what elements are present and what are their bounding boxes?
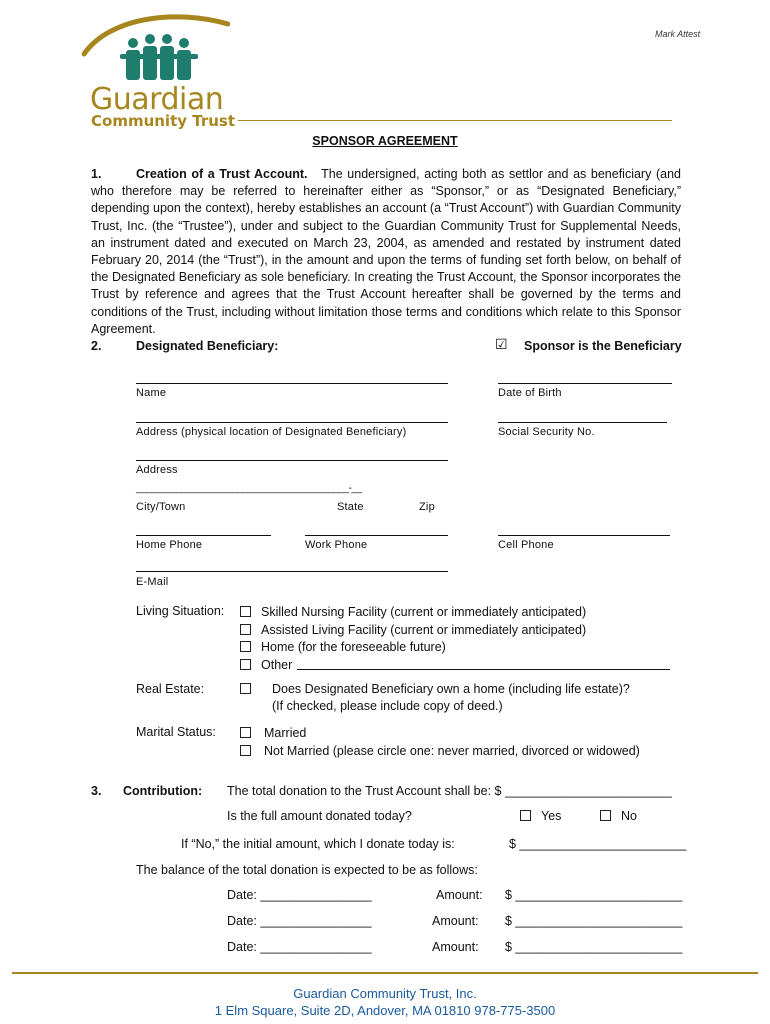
- logo: [80, 12, 240, 130]
- checkbox[interactable]: [240, 745, 251, 756]
- if-no-text: If “No,” the initial amount, which I donate today is:: [181, 837, 455, 851]
- cell-phone-label: Cell Phone: [498, 539, 554, 551]
- yes-label: Yes: [541, 809, 562, 823]
- living-option-label: Other: [261, 657, 293, 672]
- section-3-number: 3.: [91, 784, 102, 798]
- ssn-line[interactable]: [498, 422, 667, 423]
- footer-company: Guardian Community Trust, Inc.: [293, 986, 477, 1001]
- other-line[interactable]: [297, 669, 670, 670]
- work-phone-label: Work Phone: [305, 539, 368, 551]
- schedule-amount[interactable]: $ ________________________: [505, 940, 683, 954]
- schedule-date[interactable]: Date: ________________: [227, 940, 372, 954]
- living-option-other[interactable]: [240, 657, 586, 675]
- schedule-date[interactable]: Date: ________________: [227, 914, 372, 928]
- footer-address: 1 Elm Square, Suite 2D, Andover, MA 01810 978-775-3500: [214, 1003, 556, 1018]
- section-2-number: 2.: [91, 339, 102, 353]
- checkbox[interactable]: [240, 624, 251, 635]
- email-label: E-Mail: [136, 576, 169, 588]
- name-label: Name: [136, 387, 167, 399]
- living-option-home[interactable]: [240, 639, 586, 657]
- schedule-amount[interactable]: $ ________________________: [505, 888, 683, 902]
- schedule-amount-label: Amount:: [432, 940, 479, 954]
- real-estate-note: (If checked, please include copy of deed.): [272, 699, 503, 713]
- logo-subtitle: Community Trust: [91, 112, 236, 130]
- page-title: SPONSOR AGREEMENT: [312, 134, 458, 148]
- state-label: State: [337, 501, 364, 513]
- address-label: Address: [136, 464, 178, 476]
- real-estate-label: Real Estate:: [136, 682, 205, 696]
- marital-options: [240, 725, 640, 760]
- cell-phone-line[interactable]: [498, 535, 670, 536]
- real-estate-checkbox[interactable]: [240, 682, 261, 696]
- dob-line[interactable]: [498, 383, 672, 384]
- total-donation-text[interactable]: The total donation to the Trust Account shall be: $ ________________________: [227, 784, 672, 798]
- sponsor-beneficiary-label: Sponsor is the Beneficiary: [524, 339, 682, 353]
- checkbox[interactable]: [240, 727, 251, 738]
- address-physical-line[interactable]: [136, 422, 448, 423]
- ssn-label: Social Security No.: [498, 426, 595, 438]
- schedule-amount[interactable]: $ ________________________: [505, 914, 683, 928]
- checkbox[interactable]: [520, 810, 531, 821]
- work-phone-line[interactable]: [305, 535, 448, 536]
- address-physical-label: Address (physical location of Designated Beneficiary): [136, 426, 407, 438]
- city-line[interactable]: __________________________________________-__: [136, 483, 362, 494]
- zip-label: Zip: [419, 501, 435, 513]
- full-amount-question: Is the full amount donated today?: [227, 809, 412, 823]
- schedule-amount-label: Amount:: [432, 914, 479, 928]
- living-situation-label: Living Situation:: [136, 604, 225, 618]
- section-1-heading: Creation of a Trust Account.: [136, 167, 308, 181]
- living-option-assisted[interactable]: [240, 622, 586, 640]
- no-option[interactable]: [600, 809, 637, 823]
- sponsor-beneficiary-checkbox[interactable]: ☑: [495, 336, 508, 352]
- header-rule: [238, 120, 672, 121]
- home-phone-line[interactable]: [136, 535, 271, 536]
- marital-option-married[interactable]: [240, 725, 640, 743]
- address-line[interactable]: [136, 460, 448, 461]
- checkbox[interactable]: [240, 606, 251, 617]
- living-option-label: Home (for the foreseeable future): [261, 640, 446, 654]
- name-line[interactable]: [136, 383, 448, 384]
- logo-title: Guardian: [90, 82, 224, 117]
- living-option-label: Skilled Nursing Facility (current or immediately anticipated): [261, 605, 587, 619]
- marital-status-label: Marital Status:: [136, 725, 216, 739]
- dob-label: Date of Birth: [498, 387, 562, 399]
- living-option-skilled[interactable]: [240, 604, 586, 622]
- checkbox[interactable]: [240, 641, 251, 652]
- home-phone-label: Home Phone: [136, 539, 203, 551]
- no-label: No: [621, 809, 637, 823]
- section-1-text: The undersigned, acting both as settlor and as beneficiary (and who therefore may be referred to hereinafter either as “Sponsor,” or as “Designated Beneficiary,” depending upon the context), hereby establishes an account (a “Trust Account”) with Guardian Community Trust, Inc. (the “Trustee”), under and subject to the Guardian Community Trust for Supplemental Needs, an instrument dated and executed on March 23, 2004, as amended and restated by instrument dated February 20, 2014 (the “Trust”), in the amount and upon the terms of funding set forth below, on behalf of the Designated Beneficiary as sole beneficiary. In creating the Trust Account, the Sponsor incorporates the Trust by reference and agrees that the Trust Account hereafter shall be governed by the terms and conditions of the Trust, including without limitation those terms and conditions which relate to this Sponsor Agreement.: [91, 167, 681, 336]
- balance-text: The balance of the total donation is expected to be as follows:: [136, 863, 478, 877]
- footer-rule: [12, 972, 758, 974]
- section-3-heading: Contribution:: [123, 784, 203, 798]
- email-line[interactable]: [136, 571, 448, 572]
- section-2-heading: Designated Beneficiary:: [136, 339, 279, 353]
- schedule-date[interactable]: Date: ________________: [227, 888, 372, 902]
- mark-attest-note: Mark Attest: [655, 29, 701, 39]
- marital-option-label: Not Married (please circle one: never married, divorced or widowed): [264, 743, 640, 758]
- checkbox[interactable]: [240, 659, 251, 670]
- logo-people-icon: [80, 12, 230, 92]
- checkbox[interactable]: [600, 810, 611, 821]
- city-label: City/Town: [136, 501, 186, 513]
- marital-option-not-married[interactable]: [240, 743, 640, 761]
- section-1: [91, 166, 681, 338]
- schedule-amount-label: Amount:: [436, 888, 483, 902]
- yes-option[interactable]: [520, 809, 561, 823]
- living-situation-options: [240, 604, 586, 674]
- if-no-amount[interactable]: $ ________________________: [509, 837, 687, 851]
- living-option-label: Assisted Living Facility (current or immediately anticipated): [261, 622, 587, 637]
- real-estate-question: Does Designated Beneficiary own a home (including life estate)?: [272, 682, 630, 696]
- marital-option-label: Married: [264, 726, 307, 740]
- section-1-number: 1.: [91, 167, 102, 181]
